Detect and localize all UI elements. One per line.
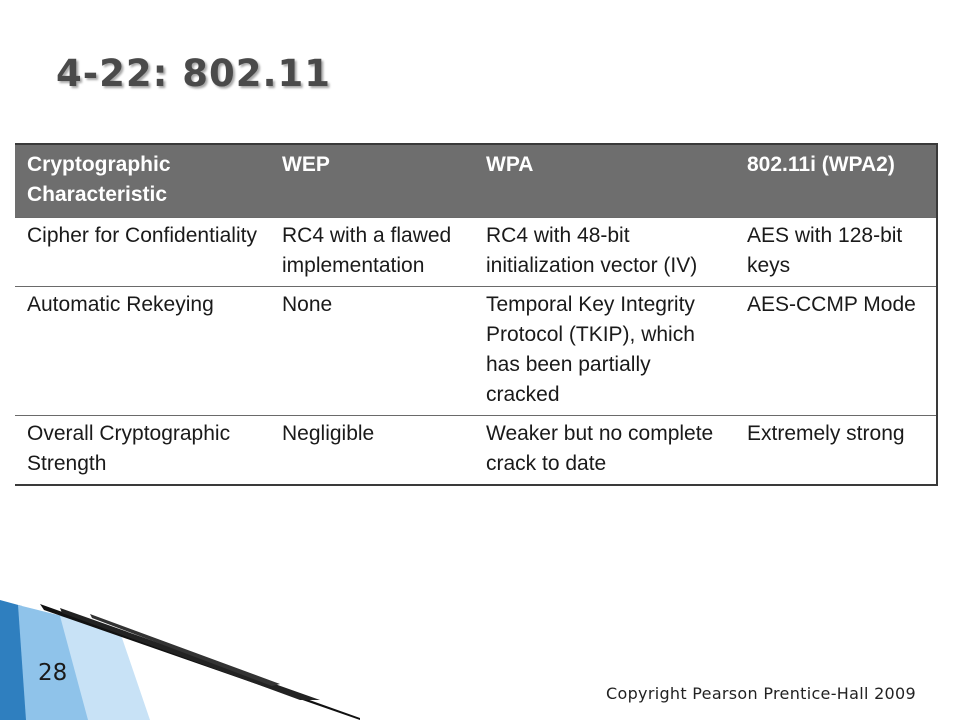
table-cell: Cipher for Confidentiality [15,218,270,287]
header-wpa: WPA [474,144,735,218]
table-cell: RC4 with a flawed implementation [270,218,474,287]
table-cell: Temporal Key Integrity Protocol (TKIP), which has been partially cracked [474,287,735,416]
table-cell: Automatic Rekeying [15,287,270,416]
table-cell: Negligible [270,416,474,486]
table-cell: Extremely strong [735,416,937,486]
slide-title: 4-22: 802.11 [56,52,332,95]
table-cell: Overall Cryptographic Strength [15,416,270,486]
table-row [15,416,937,486]
header-wep: WEP [270,144,474,218]
header-wpa2: 802.11i (WPA2) [735,144,937,218]
table-cell: None [270,287,474,416]
header-cryptographic-characteristic: Cryptographic Characteristic [15,144,270,218]
comparison-table [15,143,938,486]
table-header-row [15,144,937,218]
table-cell: AES with 128-bit keys [735,218,937,287]
table-cell: Weaker but no complete crack to date [474,416,735,486]
table-row [15,287,937,416]
table-cell: RC4 with 48-bit initialization vector (IV) [474,218,735,287]
page-number: 28 [38,660,68,686]
table-row [15,218,937,287]
table-cell: AES-CCMP Mode [735,287,937,416]
copyright-notice: Copyright Pearson Prentice-Hall 2009 [606,684,916,703]
